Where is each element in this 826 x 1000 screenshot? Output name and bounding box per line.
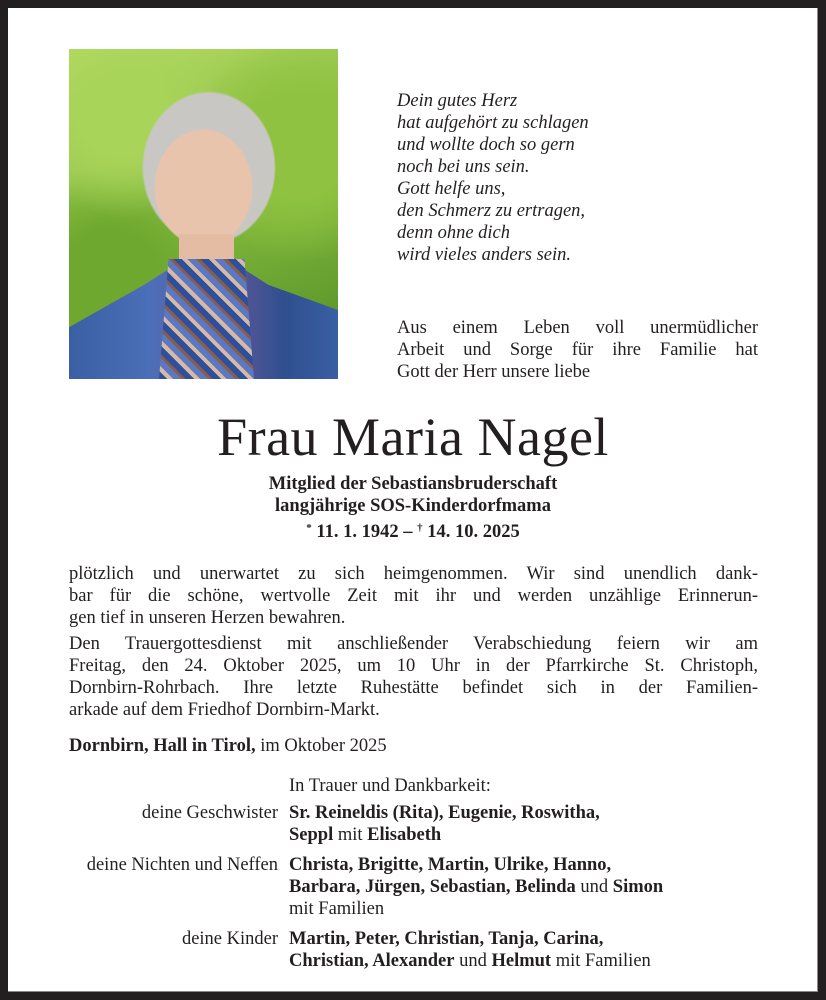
mourner-names-line xyxy=(289,854,611,876)
portrait-photo xyxy=(69,49,338,379)
poem-line: wird vieles anders sein. xyxy=(397,245,572,265)
mourner-name: Christa, Brigitte, Martin, Ulrike, Hanno, xyxy=(289,855,612,875)
mourner-names-line xyxy=(289,950,651,972)
poem-line: und wollte doch so gern xyxy=(397,135,575,155)
text-line: bar für die schöne, wertvolle Zeit mit ihr und werden unzählige Erinnerun- xyxy=(69,586,758,606)
mourner-name: Barbara, Jürgen, Sebastian, Belinda xyxy=(289,877,576,897)
intro-line: Aus einem Leben voll unermüdlicher xyxy=(397,318,758,338)
mourner-connector: mit Familien xyxy=(289,899,385,919)
poem-line: denn ohne dich xyxy=(397,223,511,243)
deceased-details xyxy=(0,473,826,543)
birth-date: 11. 1. 1942 xyxy=(316,522,399,542)
intro-text xyxy=(397,317,758,383)
mourner-names-line xyxy=(289,802,600,824)
mourner-name: Simon xyxy=(612,877,664,897)
place-cities: Dornbirn, Hall in Tirol, xyxy=(69,736,256,756)
mourner-name: Christian, Alexander xyxy=(289,951,455,971)
paragraph-funeral-service xyxy=(69,633,758,721)
text-line: Dornbirn-Rohrbach. Ihre letzte Ruhestätte befindet sich in der Familien- xyxy=(69,678,758,698)
poem-line: noch bei uns sein. xyxy=(397,157,530,177)
mourner-connector: und xyxy=(575,877,613,897)
photo-scarf xyxy=(159,259,254,379)
mourner-group-label: deine Nichten und Neffen xyxy=(86,855,278,875)
poem-line: Dein gutes Herz xyxy=(397,91,518,111)
birth-star-icon: * xyxy=(306,522,312,534)
mourners-heading: In Trauer und Dankbarkeit: xyxy=(289,776,491,796)
mourner-group-label: deine Geschwister xyxy=(141,803,278,823)
mourner-connector: und xyxy=(454,951,492,971)
text-line: plötzlich und unerwartet zu sich heimgenommen. Wir sind unendlich dank- xyxy=(69,564,758,584)
poem xyxy=(397,90,589,266)
mourner-names-line xyxy=(289,898,384,920)
role-line: langjährige SOS-Kinderdorfmama xyxy=(275,496,551,516)
place-and-date xyxy=(69,735,387,757)
mourner-name: Seppl xyxy=(289,825,334,845)
mourner-names-line xyxy=(289,876,663,898)
poem-line: Gott helfe uns, xyxy=(397,179,506,199)
mourner-connector: mit Familien xyxy=(551,951,651,971)
intro-line: Arbeit und Sorge für ihre Familie hat xyxy=(397,340,758,360)
text-line: gen tief in unseren Herzen bewahren. xyxy=(69,608,346,628)
text-line: Freitag, den 24. Oktober 2025, um 10 Uhr in der Pfarrkirche St. Christoph, xyxy=(69,656,758,676)
role-line: Mitglied der Sebastiansbruderschaft xyxy=(268,474,558,494)
mourner-names-line xyxy=(289,824,441,846)
poem-line: den Schmerz zu ertragen, xyxy=(397,201,586,221)
paragraph-announcement xyxy=(69,563,758,629)
death-cross-icon: † xyxy=(417,522,423,534)
place-date: im Oktober 2025 xyxy=(255,736,387,756)
mourner-group-label: deine Kinder xyxy=(181,929,278,949)
intro-line: Gott der Herr unsere liebe xyxy=(397,362,591,382)
death-date: 14. 10. 2025 xyxy=(427,522,520,542)
deceased-name: Frau Maria Nagel xyxy=(217,407,609,467)
text-line: arkade auf dem Friedhof Dornbirn-Markt. xyxy=(69,700,380,720)
mourner-names-line xyxy=(289,928,603,950)
poem-line: hat aufgehört zu schlagen xyxy=(397,113,589,133)
mourner-name: Elisabeth xyxy=(367,825,442,845)
body-text xyxy=(69,563,758,725)
text-line: Den Trauergottesdienst mit anschließender Verabschiedung feiern wir am xyxy=(69,634,758,654)
mourner-name: Martin, Peter, Christian, Tanja, Carina, xyxy=(289,929,604,949)
date-separator: – xyxy=(398,522,418,542)
mourner-connector: mit xyxy=(333,825,368,845)
mourner-name: Helmut xyxy=(491,951,552,971)
mourner-name: Sr. Reineldis (Rita), Eugenie, Roswitha, xyxy=(289,803,600,823)
life-dates xyxy=(0,517,826,543)
